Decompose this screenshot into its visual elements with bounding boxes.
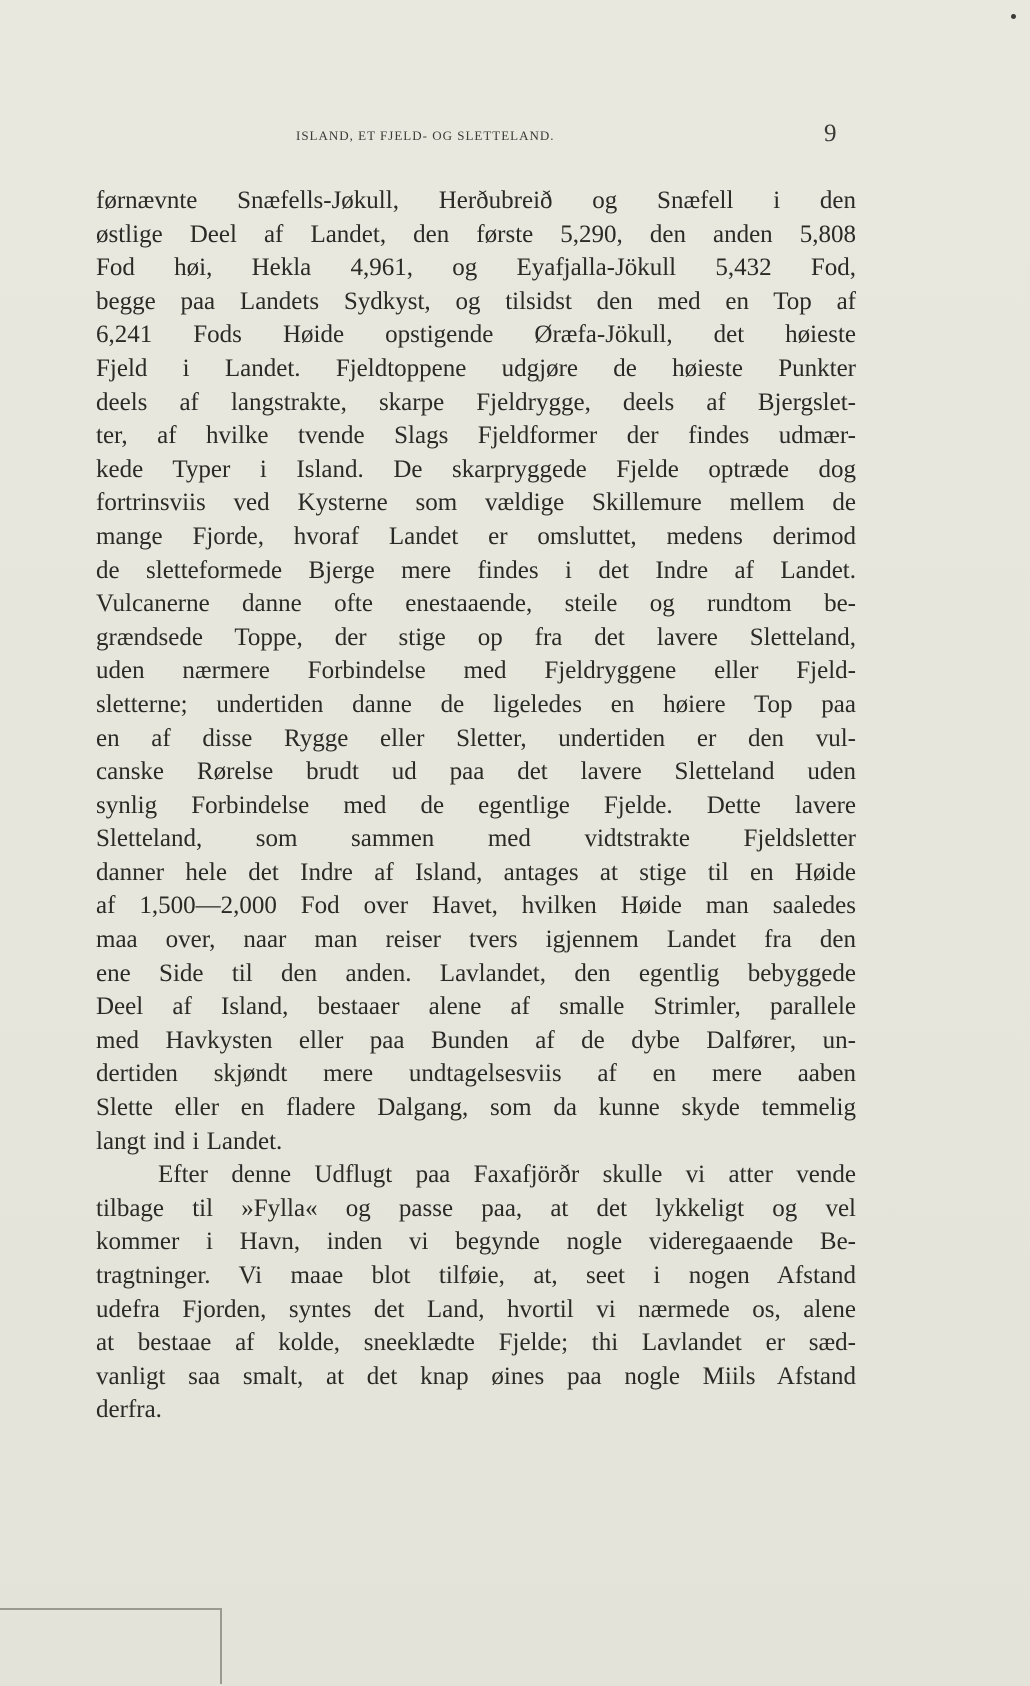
text-line: Fod høi, Hekla 4,961, og Eyafjalla-Jökull 5,432 Fod, [96,254,856,282]
text-line: mange Fjorde, hvoraf Landet er omsluttet, medens derimod [96,522,856,550]
text-line: deels af langstrakte, skarpe Fjeldrygge, deels af Bjergslet- [96,388,856,416]
text-line: østlige Deel af Landet, den første 5,290, den anden 5,808 [96,220,856,248]
text-line: ene Side til den anden. Lavlandet, den egentlig bebyggede [96,959,856,987]
text-line: tragtninger. Vi maae blot tilføie, at, seet i nogen Afstand [96,1262,856,1289]
page-number: 9 [824,120,837,147]
text-line: synlig Forbindelse med de egentlige Fjelde. Dette lavere [96,791,856,819]
text-line: en af disse Rygge eller Sletter, undertiden er den vul- [96,724,856,752]
text-line: med Havkysten eller paa Bunden af de dybe Dalfører, un- [96,1026,856,1054]
text-line: derfra. [96,1396,162,1424]
body-text [96,184,856,1427]
text-line: udefra Fjorden, syntes det Land, hvortil vi nærmede os, alene [96,1295,856,1323]
text-line: uden nærmere Forbindelse med Fjeldryggene eller Fjeld- [96,657,856,685]
text-line: vanligt saa smalt, at det knap øines paa nogle Miils Afstand [96,1362,856,1390]
text-line: Efter denne Udflugt paa Faxafjörðr skulle vi atter vende [158,1161,856,1189]
text-line: Deel af Island, bestaaer alene af smalle Strimler, parallele [96,993,856,1021]
text-line: Slette eller en fladere Dalgang, som da kunne skyde temmelig [96,1094,856,1122]
scan-mark [1011,14,1016,19]
text-line: begge paa Landets Sydkyst, og tilsidst den med en Top af [96,287,856,315]
text-line: ter, af hvilke tvende Slags Fjeldformer der findes udmær- [96,422,856,450]
paragraph-2 [96,1158,856,1427]
text-line: Sletteland, som sammen med vidtstrakte Fjeldsletter [96,825,856,853]
text-line: danner hele det Indre af Island, antages at stige til en Høide [96,858,856,886]
running-title: ISLAND, ET FJELD- OG SLETTELAND. [296,128,555,143]
text-line: at bestaae af kolde, sneeklædte Fjelde; thi Lavlandet er sæd- [96,1329,856,1357]
text-line: 6,241 Fods Høide opstigende Øræfa-Jökull, det høieste [96,321,856,349]
paragraph-1 [96,184,856,1158]
text-line: grændsede Toppe, der stige op fra det lavere Sletteland, [96,623,856,651]
text-line: canske Rørelse brudt ud paa det lavere Sletteland uden [96,758,856,786]
text-line: Vulcanerne danne ofte enestaaende, steile og rundtom be- [96,590,856,618]
scan-frame-edge [0,1608,222,1684]
text-line: førnævnte Snæfells-Jøkull, Herðubreið og Snæfell i den [96,187,856,214]
text-line: langt ind i Landet. [96,1127,283,1155]
text-line: dertiden skjøndt mere undtagelsesviis af en mere aaben [96,1060,856,1088]
text-line: Fjeld i Landet. Fjeldtoppene udgjøre de høieste Punkter [96,354,856,382]
text-line: kommer i Havn, inden vi begynde nogle videregaaende Be- [96,1228,856,1256]
text-line: sletterne; undertiden danne de ligeledes en høiere Top paa [96,690,856,718]
text-line: fortrinsviis ved Kysterne som vældige Skillemure mellem de [96,489,856,517]
text-line: kede Typer i Island. De skarpryggede Fjelde optræde dog [96,455,856,483]
text-line: de sletteformede Bjerge mere findes i det Indre af Landet. [96,556,856,584]
text-line: tilbage til »Fylla« og passe paa, at det lykkeligt og vel [96,1194,856,1222]
text-line: af 1,500—2,000 Fod over Havet, hvilken Høide man saaledes [96,892,856,920]
text-line: maa over, naar man reiser tvers igjennem Landet fra den [96,926,856,954]
